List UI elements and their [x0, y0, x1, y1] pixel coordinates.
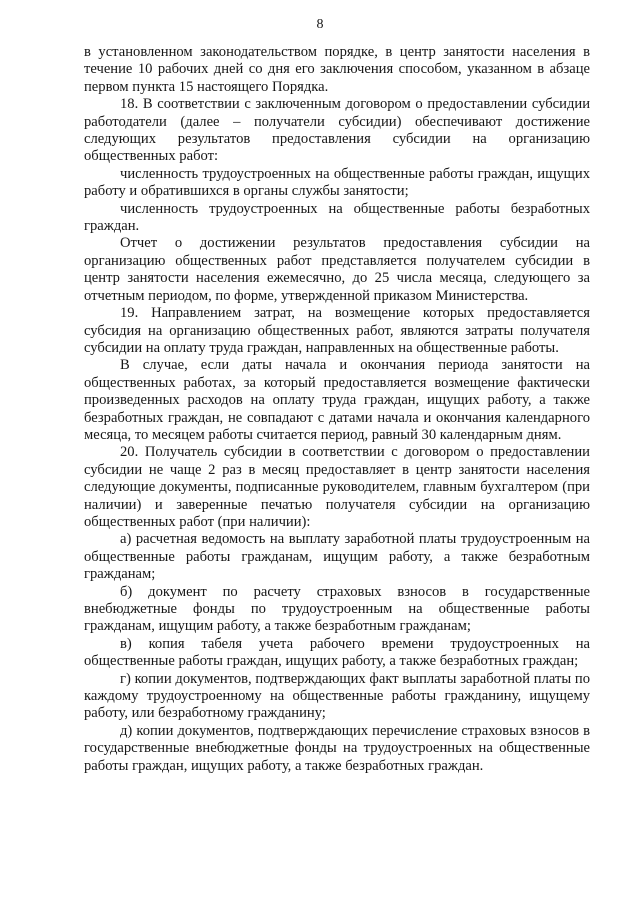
paragraph-period: В случае, если даты начала и окончания периода занятости на общественных работах, за который предоставляется возмещение фактически произведенных расходов на оплату труда граждан, ищущих работу, а также безработных граждан, не совпадают с датами начала и окончания календарного месяца, то месяцем работы считается период, равный 30 календарным дням.	[84, 357, 590, 443]
document-body	[84, 44, 590, 775]
paragraph-clause-20: 20. Получатель субсидии в соответствии с договором о предоставлении субсидии не чаще 2 раз в месяц предоставляет в центр занятости населения следующие документы, подписанные руководителем, главным бухгалтером (при наличии) и заверенные печатью получателя субсидии на организацию общественных работ (при наличии):	[84, 444, 590, 530]
paragraph-result-1: численность трудоустроенных на общественные работы граждан, ищущих работу и обратившихся в органы службы занятости;	[84, 165, 590, 200]
paragraph-item-a: а) расчетная ведомость на выплату заработной платы трудоустроенным на общественные работы гражданам, ищущим работу, а также безработным гражданам;	[84, 531, 590, 583]
paragraph-clause-18: 18. В соответствии с заключенным договором о предоставлении субсидии работодатели (далее – получатели субсидии) обеспечивают достижение следующих результатов предоставления субсидии на организацию общественных работ:	[84, 96, 590, 165]
paragraph-clause-19: 19. Направлением затрат, на возмещение которых предоставляется субсидия на организацию общественных работ, являются затраты получателя субсидии на оплату труда граждан, направленных на общественные работы.	[84, 305, 590, 356]
paragraph-continuation: в установленном законодательством порядке, в центр занятости населения в течение 10 рабочих дней со дня его заключения способом, указанном в абзаце первом пункта 15 настоящего Порядка.	[84, 44, 590, 95]
paragraph-item-b: б) документ по расчету страховых взносов в государственные внебюджетные фонды по трудоустроенным на общественные работы гражданам, ищущим работу, а также безработным гражданам;	[84, 583, 590, 635]
paragraph-item-v: в) копия табеля учета рабочего времени трудоустроенных на общественные работы граждан, ищущих работу, а также безработных граждан;	[84, 635, 590, 670]
paragraph-report: Отчет о достижении результатов предоставления субсидии на организацию общественных работ представляется получателем субсидии в центр занятости населения ежемесячно, до 25 числа месяца, следующего за отчетным периодом, по форме, утвержденной приказом Министерства.	[84, 235, 590, 304]
paragraph-item-g: г) копии документов, подтверждающих факт выплаты заработной платы по каждому трудоустроенному на общественные работы гражданину, ищущему работу, или безработному гражданину;	[84, 670, 590, 722]
paragraph-item-d: д) копии документов, подтверждающих перечисление страховых взносов в государственные внебюджетные фонды на трудоустроенных на общественные работы граждан, ищущих работу, а также безработных граждан.	[84, 722, 590, 774]
page-number: 8	[316, 17, 324, 32]
paragraph-result-2: численность трудоустроенных на общественные работы безработных граждан.	[84, 200, 590, 235]
